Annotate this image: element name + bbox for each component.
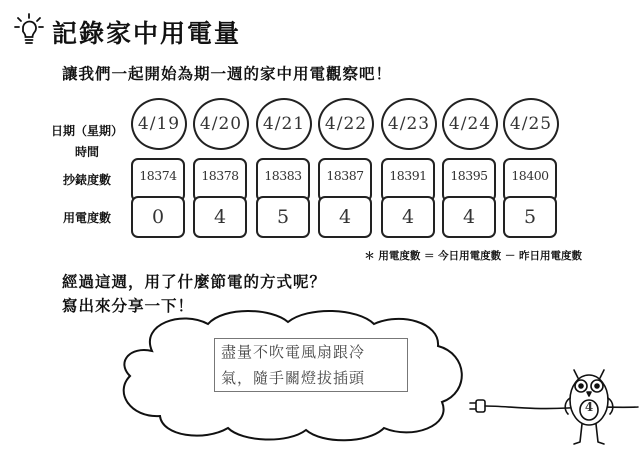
usage-cell-5: 4 [381,196,435,238]
date-circle-4: 4/22 [318,98,374,150]
answer-text [214,338,408,392]
date-circle-5: 4/23 [381,98,437,150]
meter-reading-value: 18374 [139,167,177,183]
date-circle-7: 4/25 [503,98,559,150]
meter-reading-value: 18387 [326,167,364,183]
date-circle-1: 4/19 [131,98,187,150]
answer-line-2: 氣，隨手關燈拔插頭 [221,369,366,387]
page-title: 記錄家中用電量 [52,19,242,48]
lightbulb-icon [14,13,44,51]
usage-cell-2: 4 [193,196,247,238]
question-line-2: 寫出來分享一下！ [62,297,195,315]
answer-line-1: 盡量不吹電風扇跟冷 [221,343,366,361]
date-label-line1: 日期（星期） [50,124,123,138]
usage-cell-7: 5 [503,196,557,238]
usage-cell-1: 0 [131,196,185,238]
meter-reading-row-label: 抄錶度數 [62,173,111,187]
date-label-line2: 時間 [74,145,99,159]
usage-cell-4: 4 [318,196,372,238]
date-row-label [42,122,132,160]
question-line-1: 經過這週，用了什麼節電的方式呢？ [62,273,327,291]
meter-reading-value: 18400 [511,167,549,183]
usage-cell-3: 5 [256,196,310,238]
meter-reading-value: 18378 [201,167,239,183]
usage-footnote: ＊ 用電度數 ＝ 今日用電度數 － 昨日用電度數 [364,250,582,262]
intro-sentence: 讓我們一起開始為期一週的家中用電觀察吧！ [62,65,393,83]
mascot-badge-number: 4 [584,400,594,414]
date-circle-2: 4/20 [193,98,249,150]
date-circle-3: 4/21 [256,98,312,150]
date-circle-6: 4/24 [442,98,498,150]
meter-reading-value: 18395 [450,167,488,183]
usage-cell-6: 4 [442,196,496,238]
title-row [14,14,241,50]
meter-reading-value: 18391 [389,167,427,183]
meter-reading-value: 18383 [264,167,302,183]
usage-row-label: 用電度數 [62,211,111,225]
